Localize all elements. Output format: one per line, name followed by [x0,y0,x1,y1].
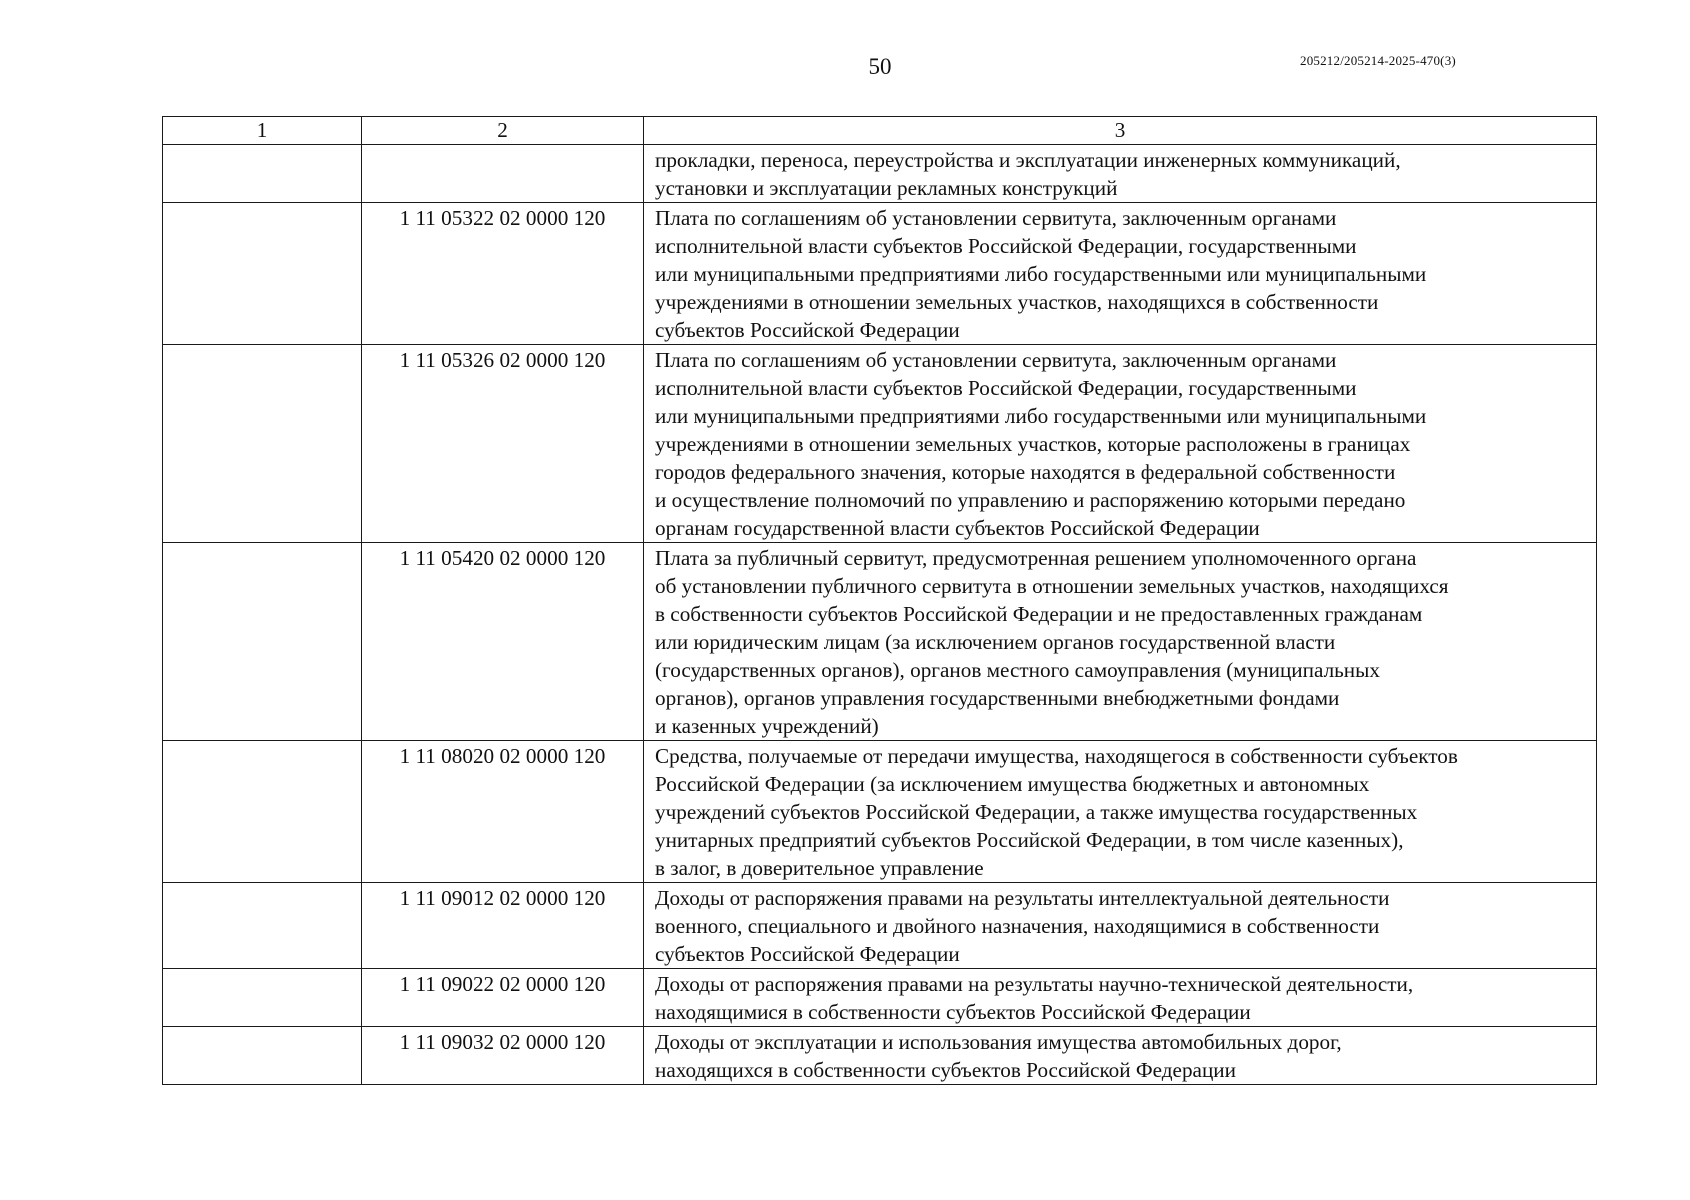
income-code-cell: 1 11 09032 02 0000 120 [362,1027,644,1085]
description-line: субъектов Российской Федерации [655,942,960,966]
income-code-cell: 1 11 09012 02 0000 120 [362,883,644,969]
description-line: в собственности субъектов Российской Федерации и не предоставленных гражданам [655,602,1423,626]
income-code-cell: 1 11 09022 02 0000 120 [362,969,644,1027]
table-row [163,969,1597,1027]
header-cell-3: 3 [644,117,1597,145]
description-line: (государственных органов), органов местного самоуправления (муниципальных [655,658,1380,682]
description-line: установки и эксплуатации рекламных конструкций [655,176,1118,200]
table-body [163,117,1597,1085]
description-line: субъектов Российской Федерации [655,318,960,342]
income-code-cell: 1 11 08020 02 0000 120 [362,741,644,883]
description-line: или муниципальными предприятиями либо государственными или муниципальными [655,262,1427,286]
document-code: 205212/205214-2025-470(3) [1300,53,1456,68]
description-cell [644,741,1597,883]
row-col1-cell [163,145,362,203]
table-row [163,883,1597,969]
description-line: исполнительной власти субъектов Российской Федерации, государственными [655,376,1357,400]
description-line: военного, специального и двойного назначения, находящимися в собственности [655,914,1380,938]
description-line: Плата за публичный сервитут, предусмотренная решением уполномоченного органа [655,546,1417,570]
row-col1-cell [163,345,362,543]
description-line: или юридическим лицам (за исключением органов государственной власти [655,630,1336,654]
description-line: Доходы от распоряжения правами на результаты интеллектуальной деятельности [655,886,1390,910]
income-code-cell [362,145,644,203]
income-code-cell: 1 11 05322 02 0000 120 [362,203,644,345]
description-line: органам государственной власти субъектов Российской Федерации [655,516,1260,540]
table-row [163,145,1597,203]
description-line: органов), органов управления государственными внебюджетными фондами [655,686,1340,710]
description-line: и осуществление полномочий по управлению и распоряжению которыми передано [655,488,1406,512]
row-col1-cell [163,203,362,345]
table-row [163,741,1597,883]
table-header-row [163,117,1597,145]
description-cell [644,145,1597,203]
description-cell [644,543,1597,741]
description-line: находящимися в собственности субъектов Российской Федерации [655,1000,1251,1024]
description-cell [644,1027,1597,1085]
table-row [163,543,1597,741]
row-col1-cell [163,1027,362,1085]
description-line: учреждениями в отношении земельных участков, которые расположены в границах [655,432,1411,456]
table-row [163,345,1597,543]
description-cell [644,883,1597,969]
description-line: Доходы от распоряжения правами на результаты научно-технической деятельности, [655,972,1414,996]
header-cell-1: 1 [163,117,362,145]
description-line: городов федерального значения, которые находятся в федеральной собственности [655,460,1396,484]
page-number: 50 [868,54,892,79]
description-line: Плата по соглашениям об установлении сервитута, заключенным органами [655,348,1337,372]
description-line: Плата по соглашениям об установлении сервитута, заключенным органами [655,206,1337,230]
description-line: учреждениями в отношении земельных участков, находящихся в собственности [655,290,1379,314]
description-cell [644,345,1597,543]
description-cell [644,969,1597,1027]
description-line: исполнительной власти субъектов Российской Федерации, государственными [655,234,1357,258]
table-row [163,1027,1597,1085]
table-row [163,203,1597,345]
description-cell [644,203,1597,345]
row-col1-cell [163,741,362,883]
income-code-cell: 1 11 05326 02 0000 120 [362,345,644,543]
income-codes-table [162,116,1597,1085]
description-line: об установлении публичного сервитута в отношении земельных участков, находящихся [655,574,1449,598]
income-code-cell: 1 11 05420 02 0000 120 [362,543,644,741]
description-line: Доходы от эксплуатации и использования имущества автомобильных дорог, [655,1030,1342,1054]
description-line: прокладки, переноса, переустройства и эксплуатации инженерных коммуникаций, [655,148,1401,172]
description-line: и казенных учреждений) [655,714,879,738]
row-col1-cell [163,969,362,1027]
description-line: находящихся в собственности субъектов Российской Федерации [655,1058,1236,1082]
description-line: Российской Федерации (за исключением имущества бюджетных и автономных [655,772,1370,796]
description-line: учреждений субъектов Российской Федерации, а также имущества государственных [655,800,1418,824]
description-line: или муниципальными предприятиями либо государственными или муниципальными [655,404,1427,428]
header-cell-2: 2 [362,117,644,145]
row-col1-cell [163,883,362,969]
description-line: Средства, получаемые от передачи имущества, находящегося в собственности субъектов [655,744,1458,768]
description-line: унитарных предприятий субъектов Российской Федерации, в том числе казенных), [655,828,1404,852]
row-col1-cell [163,543,362,741]
description-line: в залог, в доверительное управление [655,856,984,880]
